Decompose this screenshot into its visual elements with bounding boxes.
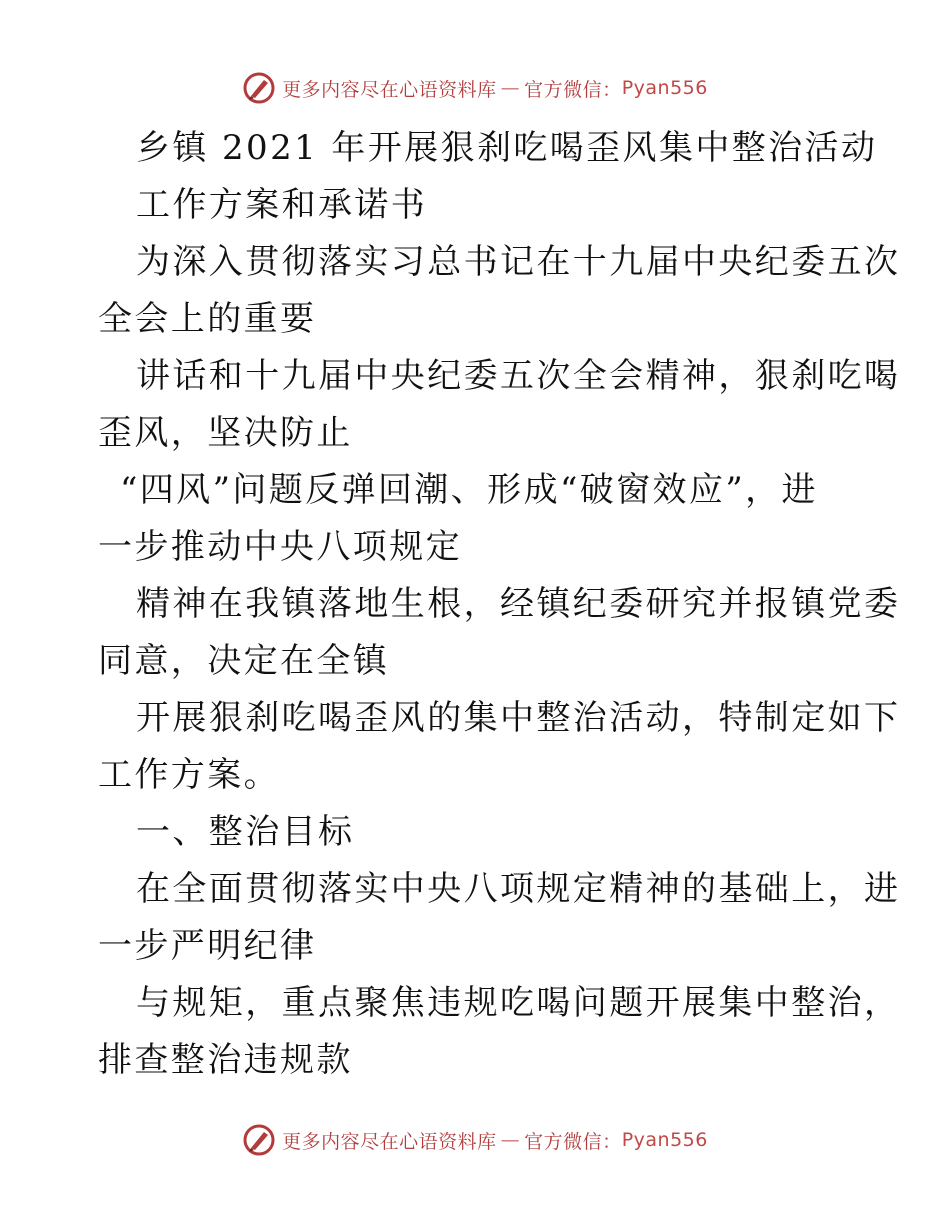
watermark-contact-label: 官方微信： [524, 78, 622, 101]
watermark-separator: — [500, 77, 521, 99]
header-watermark [0, 68, 950, 108]
paragraph-line: 开展狠刹吃喝歪风的集中整治活动，特制定如下 [136, 698, 901, 738]
paragraph-line: 歪风，坚决防止 [98, 413, 353, 453]
paragraph-line: 讲话和十九届中央纪委五次全会精神，狠刹吃喝 [136, 356, 901, 396]
section-heading: 一、整治目标 [136, 812, 355, 852]
paragraph-line: 工作方案。 [98, 755, 280, 795]
pen-logo-icon [242, 71, 276, 105]
paragraph-line: 全会上的重要 [98, 299, 317, 339]
watermark-brand: 更多内容尽在心语资料库 [282, 1130, 497, 1153]
paragraph-line: 一步严明纪律 [98, 926, 317, 966]
watermark-contact-id: Pyan556 [621, 77, 708, 99]
paragraph-line: 为深入贯彻落实习总书记在十九届中央纪委五次 [136, 242, 901, 282]
paragraph-line: 与规矩，重点聚焦违规吃喝问题开展集中整治， [136, 983, 901, 1023]
paragraph-line: 排查整治违规款 [98, 1040, 353, 1080]
watermark-contact-label: 官方微信： [524, 1130, 622, 1153]
document-title-line-1: 乡镇 2021 年开展狠刹吃喝歪风集中整治活动 [136, 128, 878, 168]
document-body [98, 120, 901, 1089]
watermark-contact-id: Pyan556 [621, 1129, 708, 1151]
watermark-brand: 更多内容尽在心语资料库 [282, 78, 497, 101]
paragraph-line: 一步推动中央八项规定 [98, 527, 462, 567]
paragraph-line: “四风”问题反弹回潮、形成“破窗效应”，进 [120, 470, 818, 510]
paragraph-line: 同意，决定在全镇 [98, 641, 390, 681]
watermark-separator: — [500, 1129, 521, 1151]
paragraph-line: 在全面贯彻落实中央八项规定精神的基础上，进 [136, 869, 901, 909]
pen-logo-icon [242, 1123, 276, 1157]
paragraph-line: 精神在我镇落地生根，经镇纪委研究并报镇党委 [136, 584, 901, 624]
document-title-line-2: 工作方案和承诺书 [136, 185, 428, 225]
footer-watermark [0, 1120, 950, 1160]
